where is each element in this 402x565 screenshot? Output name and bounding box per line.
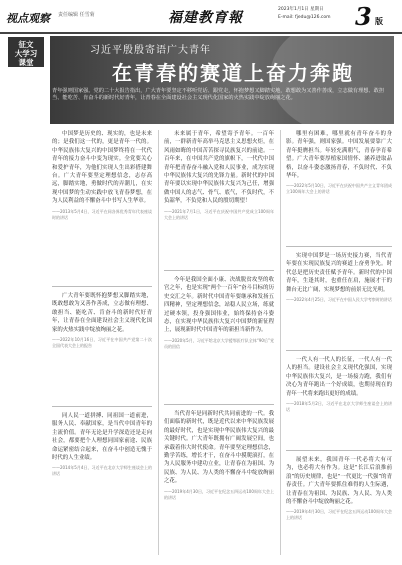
divider bbox=[286, 350, 392, 351]
page-suffix: 版 bbox=[375, 17, 383, 26]
divider bbox=[52, 286, 152, 287]
column-tag bbox=[8, 37, 44, 67]
article-2 bbox=[52, 292, 152, 402]
article-source: ——2019年4月30日，习近平在纪念五四运动100周年大会上的讲话 bbox=[286, 509, 392, 521]
article-body: 当代青年是同新时代共同前进的一代。我们面临的新时代，既是近代以来中华民族发展的最好时代，也是实现中华民族伟大复兴的最关键时代。广大青年既拥有广阔发展空间，也承载着伟大时代使命。青年要坚定理想信念，勤学苦练，增长才干，在奋斗中摸爬滚打，在为人民服务中建功立业，让青春在为祖国、为民族、为人民、为人类的不懈奋斗中绽放绚丽之花。 bbox=[164, 411, 274, 485]
article-3 bbox=[52, 412, 152, 552]
section-title: 视点观察 bbox=[6, 12, 50, 25]
date-line bbox=[278, 6, 331, 22]
article-10 bbox=[286, 456, 392, 556]
article-source: ——2018年5月2日，习近平在北京大学师生座谈会上的讲话 bbox=[286, 401, 392, 413]
column-tag-line: 征文 bbox=[18, 40, 34, 49]
article-body: 一代人有一代人的长征，一代人有一代人的担当。建设社会主义现代化强国，实现中华民族伟大复兴，是一场接力跑，我们有决心为青年跑出一个好成绩，也期待现在的青年一代将来跑出更好的成绩。 bbox=[286, 357, 392, 397]
article-source: ——2020年5月，习近平给北京大学援鄂医疗队全体“90后”党员的回信 bbox=[164, 337, 274, 349]
masthead: 福建教育報 bbox=[168, 10, 243, 26]
article-4 bbox=[164, 130, 274, 265]
article-source: ——2022年4月25日，习近平在中国人民大学考察时的讲话 bbox=[286, 297, 392, 303]
article-6 bbox=[164, 410, 274, 555]
column-tag-line: 课堂 bbox=[18, 58, 34, 67]
article-body: 同人民一道拼搏、同祖国一道前进，服务人民、奉献国家，是当代中国青年的主流价值。青年无论是升学深造还是走向社会，都要把个人理想同国家前途、民族命运紧密结合起来，在奋斗中创造无愧于时代的人生业绩。 bbox=[52, 413, 152, 462]
divider bbox=[164, 270, 274, 271]
hero-headline: 在青春的赛道上奋力奔跑 bbox=[112, 61, 354, 85]
article-8 bbox=[286, 252, 392, 346]
article-source: ——2013年5月4日，习近平在同各界优秀青年代表座谈时的讲话 bbox=[52, 208, 152, 220]
column-divider bbox=[158, 130, 159, 555]
article-body: 中国梦是历史的、现实的，也是未来的；是我们这一代的，更是青年一代的。中华民族伟大复兴的中国梦终将在一代代青年的接力奋斗中变为现实。全党要关心和爱护青年，为他们实现人生出彩搭建舞台。广大青年要坚定理想信念，志存高远，脚踏实地，勇做时代的弄潮儿，在实现中国梦的生动实践中放飞青春梦想，在为人民利益的不懈奋斗中书写人生华章。 bbox=[52, 131, 152, 205]
column-tag-line: 大学习 bbox=[14, 49, 38, 58]
divider bbox=[286, 450, 392, 451]
article-body: 实现中国梦是一场历史接力赛，当代青年要在实现民族复兴的赛道上奋勇争先。时代总是把历史责任赋予青年。新时代的中国青年，生逢其时，也重任在肩，施展才干的舞台无比广阔，实现梦想的前景无比光明。 bbox=[286, 253, 392, 293]
editor-credit: 责任编辑 任雪菊 bbox=[58, 12, 95, 18]
article-body: 哪里有困难，哪里就有青年奋斗的身影。青年强，则国家强。中国发展要靠广大青年挺膺担当。年轻充满朝气，青春孕育希望。广大青年要厚植家国情怀、涵养进取品格，以奋斗姿态激扬青春，不负时代、不负华年。 bbox=[286, 131, 392, 180]
divider bbox=[52, 406, 152, 407]
contact-email: E-mail: fjedu@126.com bbox=[278, 15, 331, 20]
hero-banner bbox=[50, 36, 394, 124]
page-number: 3 bbox=[355, 2, 372, 31]
article-body: 广大青年要既怀抱梦想又脚踏实地，既敢想敢为又善作善成，立志做有理想、敢担当、能吃苦、肯奋斗的新时代好青年，让青春在全面建设社会主义现代化国家的火热实践中绽放绚丽之花。 bbox=[52, 293, 152, 333]
article-5 bbox=[164, 276, 274, 400]
hero-lead: 青年强则国家强。党的二十大报告指出，广大青年要坚定不移听党话、跟党走，怀抱梦想又脚踏实地，敢想敢为又善作善成，立志做有理想、敢担当、能吃苦、肯奋斗的新时代好青年，让青春在全面建设社会主义现代化国家的火热实践中绽放绚丽之花。 bbox=[52, 88, 385, 101]
article-source: ——2019年4月30日，习近平在纪念五四运动100周年大会上的讲话 bbox=[164, 488, 274, 500]
column-divider bbox=[280, 130, 281, 555]
article-source: ——2014年5月4日，习近平在北京大学师生座谈会上的讲话 bbox=[52, 465, 152, 477]
article-7 bbox=[286, 130, 392, 240]
article-body: 展望未来，我国青年一代必将大有可为，也必将大有作为。这是“长江后浪推前浪”的历史规律，也是“一代更比一代强”的青春责任。广大青年要抓住难得的人生际遇，让青春在为祖国、为民族、为人民、为人类的不懈奋斗中绽放绚丽之花。 bbox=[286, 457, 392, 506]
hero-kicker: 习近平殷殷寄语广大青年 bbox=[90, 45, 211, 56]
divider bbox=[286, 246, 392, 247]
page-header bbox=[0, 0, 402, 34]
article-body: 未来属于青年，希望寄予青年。一百年前，一群新青年高举马克思主义思想火炬，在风雨如晦的中国苦苦探寻民族复兴的前途。一百年来，在中国共产党的旗帜下，一代代中国青年把青春奋斗融入党和人民事业，成为实现中华民族伟大复兴的先锋力量。新时代的中国青年要以实现中华民族伟大复兴为己任，增强做中国人的志气、骨气、底气，不负时代，不负韶华，不负党和人民的殷切期望！ bbox=[164, 131, 274, 205]
divider bbox=[164, 404, 274, 405]
publish-date: 2023年1月1日 星期日 bbox=[278, 7, 324, 12]
article-source: ——2022年10月16日，习近平在中国共产党第二十次全国代表大会上的报告 bbox=[52, 337, 152, 349]
article-9 bbox=[286, 356, 392, 446]
article-source: ——2022年5月10日，习近平在庆祝中国共产主义青年团成立100周年大会上的讲话 bbox=[286, 183, 392, 195]
article-source: ——2021年7月1日，习近平在庆祝中国共产党成立100周年大会上的讲话 bbox=[164, 208, 274, 220]
article-1 bbox=[52, 130, 152, 282]
article-body: 今年是我国全面小康、决战脱贫攻坚的收官之年，也是实现“两个一百年”奋斗目标的历史交汇之年。新时代中国青年要继承和发扬五四精神，坚定理想信念，站稳人民立场，练就过硬本领，投身强国伟业，始终保持奋斗姿态，在实现中华民族伟大复兴中国梦的新征程上，展现新时代中国青年的新担当新作为。 bbox=[164, 277, 274, 334]
